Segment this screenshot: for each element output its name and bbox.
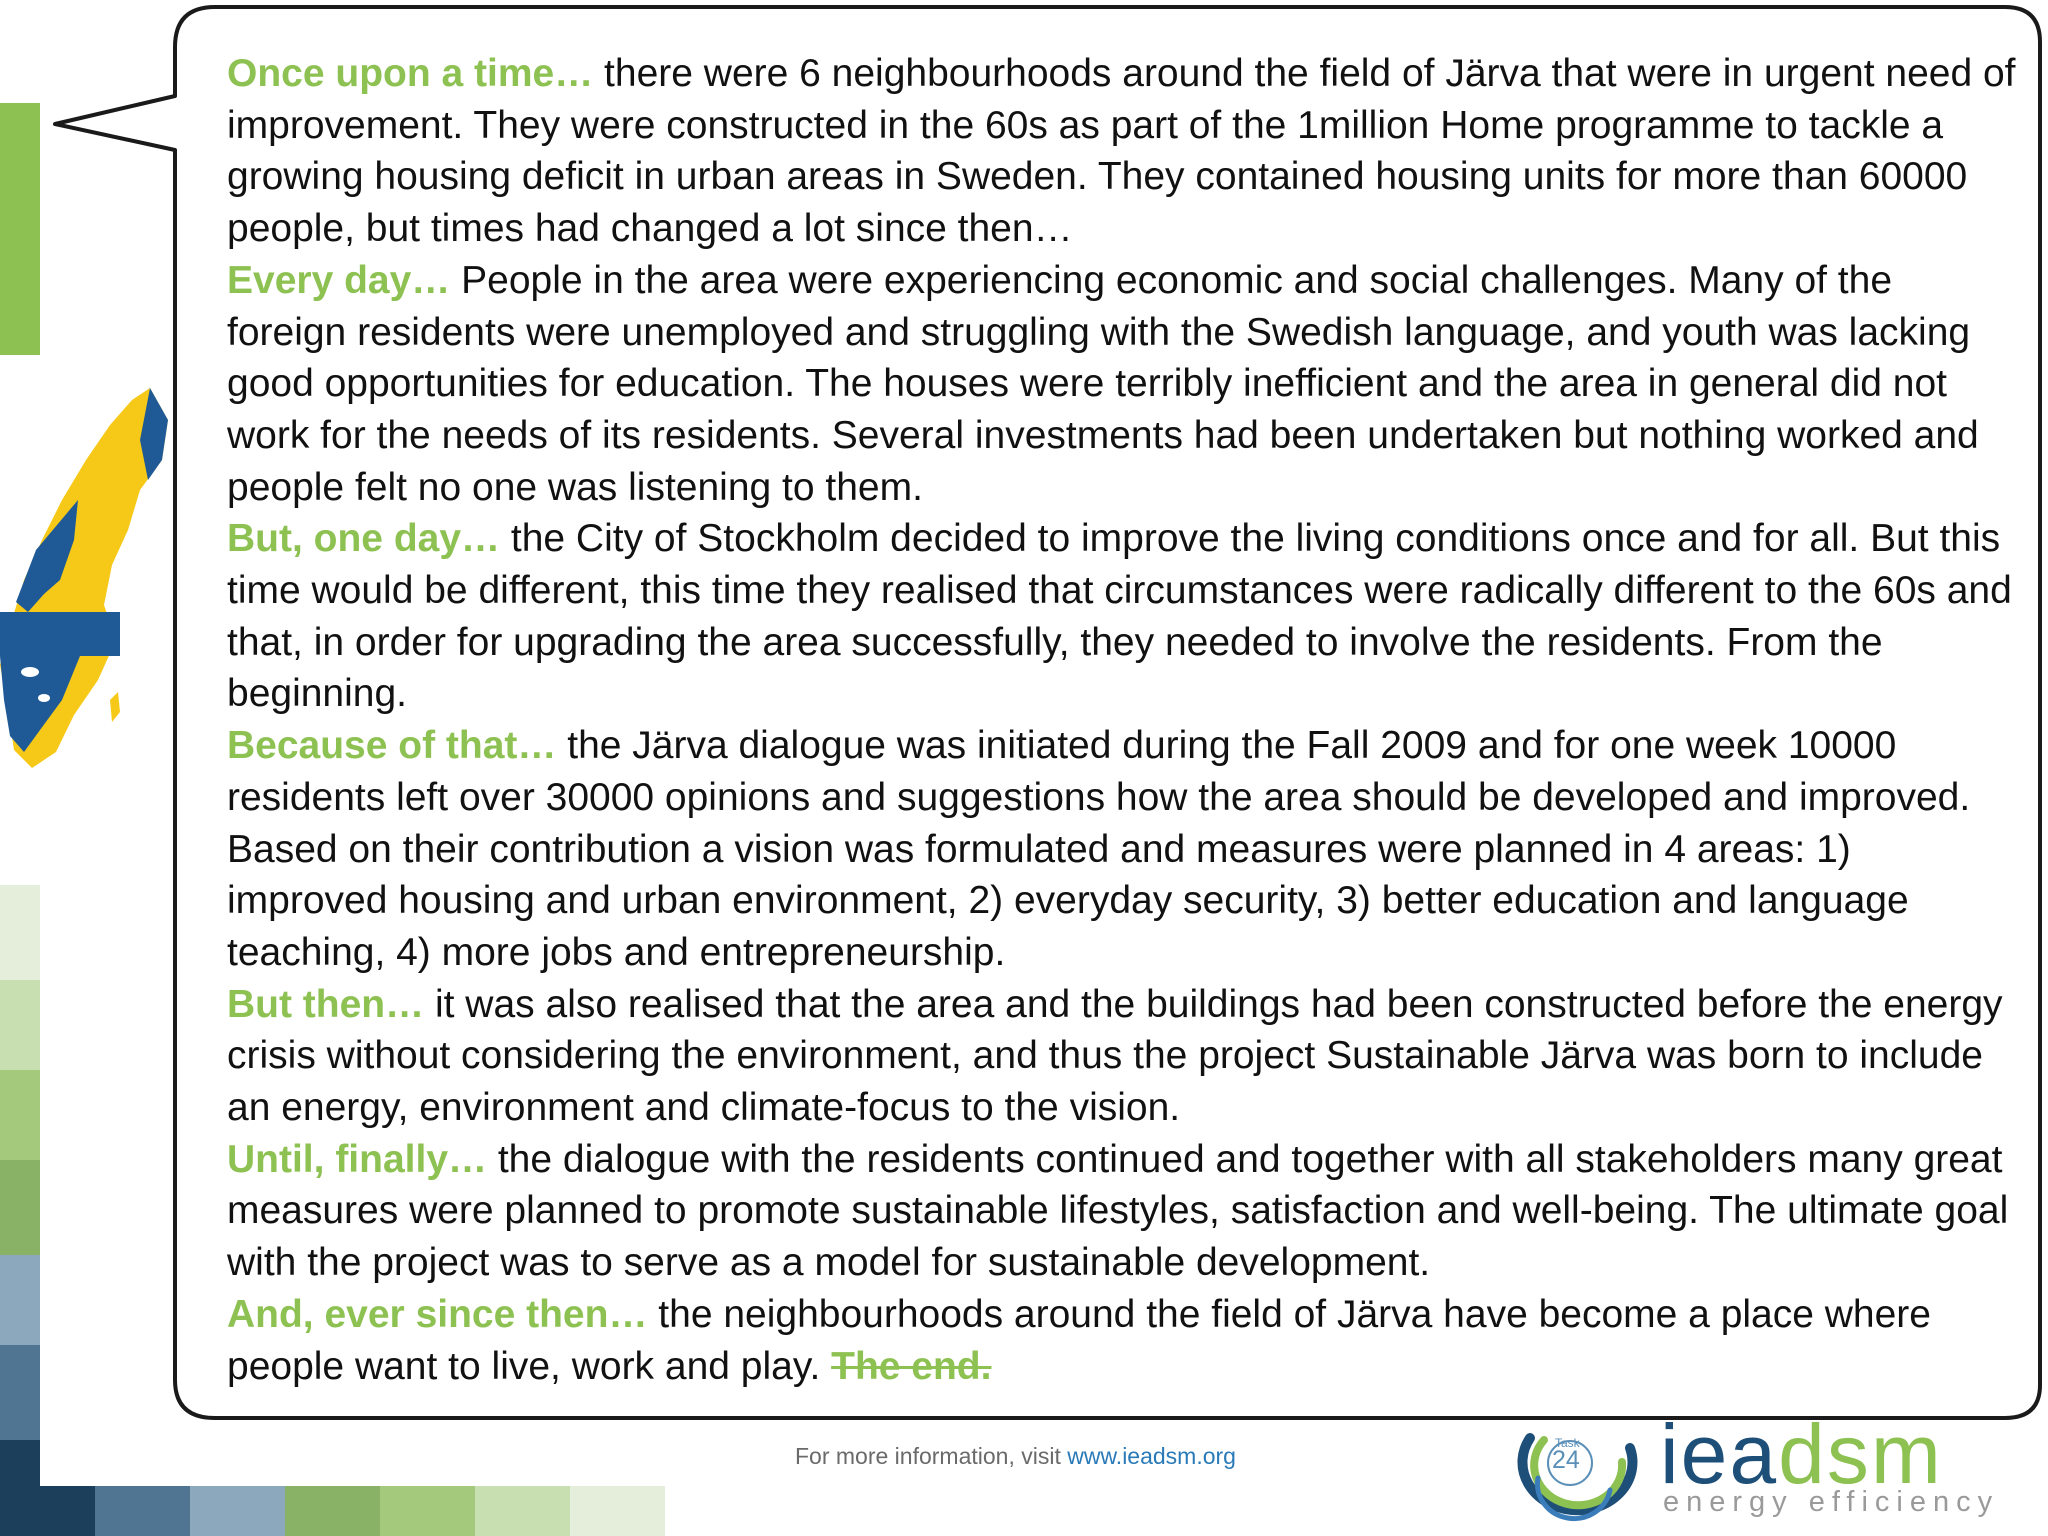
story-body: the Järva dialogue was initiated during the Fall 2009 and for one week 10000 residents left over 30000 opinions and suggestions how the area should be developed and improved. Based on their contribution a vision was formulated and measures were planned in 4 areas: 1) improved housing and urban environment, 2) everyday security, 3) better education and language teaching, 4) more jobs and entrepreneurship. (227, 724, 1971, 974)
story-body: the neighbourhoods around the field of Järva have become a place where people want to live, work and play. (227, 1292, 1931, 1388)
story-paragraph-but-one-day (227, 513, 2017, 720)
story-body: it was also realised that the area and the buildings had been constructed before the energy crisis without considering the environment, and thus the project Sustainable Järva was born to include an energy, environment and climate-focus to the vision. (227, 982, 2003, 1130)
logo-word-iea: iea (1660, 1407, 1779, 1501)
story-lead: But, one day… (227, 517, 501, 561)
bottom-color-strip (0, 1486, 665, 1536)
story-text (227, 48, 2017, 1392)
story-paragraph-but-then (227, 979, 2017, 1134)
story-body: there were 6 neighbourhoods around the field of Järva that were in urgent need of improvement. They were constructed in the 60s as part of the 1million Home programme to tackle a growing housing deficit in urban areas in Sweden. They contained housing units for more than 60000 people, but times had changed a lot since then… (227, 52, 2016, 251)
story-lead: Once upon a time… (227, 52, 594, 95)
story-paragraph-ever-since-then (227, 1289, 2017, 1392)
story-lead: But then… (227, 982, 425, 1026)
story-lead: And, ever since then… (227, 1292, 648, 1336)
logo-word-dsm: dsm (1778, 1407, 1943, 1501)
footer-note (795, 1443, 1236, 1470)
story-lead: Because of that… (227, 724, 557, 768)
story-body: the dialogue with the residents continued and together with all stakeholders many great measures were planned to promote sustainable lifestyles, satisfaction and well-being. The ultimate goal with the project was to serve as a model for sustainable development. (227, 1137, 2009, 1285)
story-body: the City of Stockholm decided to improve the living conditions once and for all. But this time would be different, this time they realised that circumstances were radically different to the 60s and that, in order for upgrading the area successfully, they needed to involve the residents. From the beginning. (227, 517, 2012, 716)
story-lead: Every day… (227, 258, 451, 302)
story-lead: Until, finally… (227, 1137, 488, 1181)
story-paragraph-every-day (227, 255, 2017, 514)
logo-task-number: 24 (1552, 1446, 1580, 1474)
footer-link[interactable]: www.ieadsm.org (1067, 1443, 1236, 1469)
logo-task-label: Task (1555, 1436, 1580, 1450)
story-paragraph-until-finally (227, 1134, 2017, 1289)
story-paragraph-once-upon-a-time (227, 48, 2017, 255)
story-the-end: The end. (831, 1344, 992, 1388)
logo-subtitle: energy efficiency (1663, 1486, 2000, 1518)
story-body: People in the area were experiencing economic and social challenges. Many of the foreign residents were unemployed and struggling with the Swedish language, and youth was lacking good opportunities for education. The houses were terribly inefficient and the area in general did not work for the needs of its residents. Several investments had been undertaken but nothing worked and people felt no one was listening to them. (227, 258, 1979, 509)
footer-prefix: For more information, visit (795, 1443, 1068, 1469)
ieadsm-logo (1510, 1407, 2030, 1528)
logo-swirl-icon (1510, 1418, 1660, 1528)
story-paragraph-because-of-that (227, 720, 2017, 979)
